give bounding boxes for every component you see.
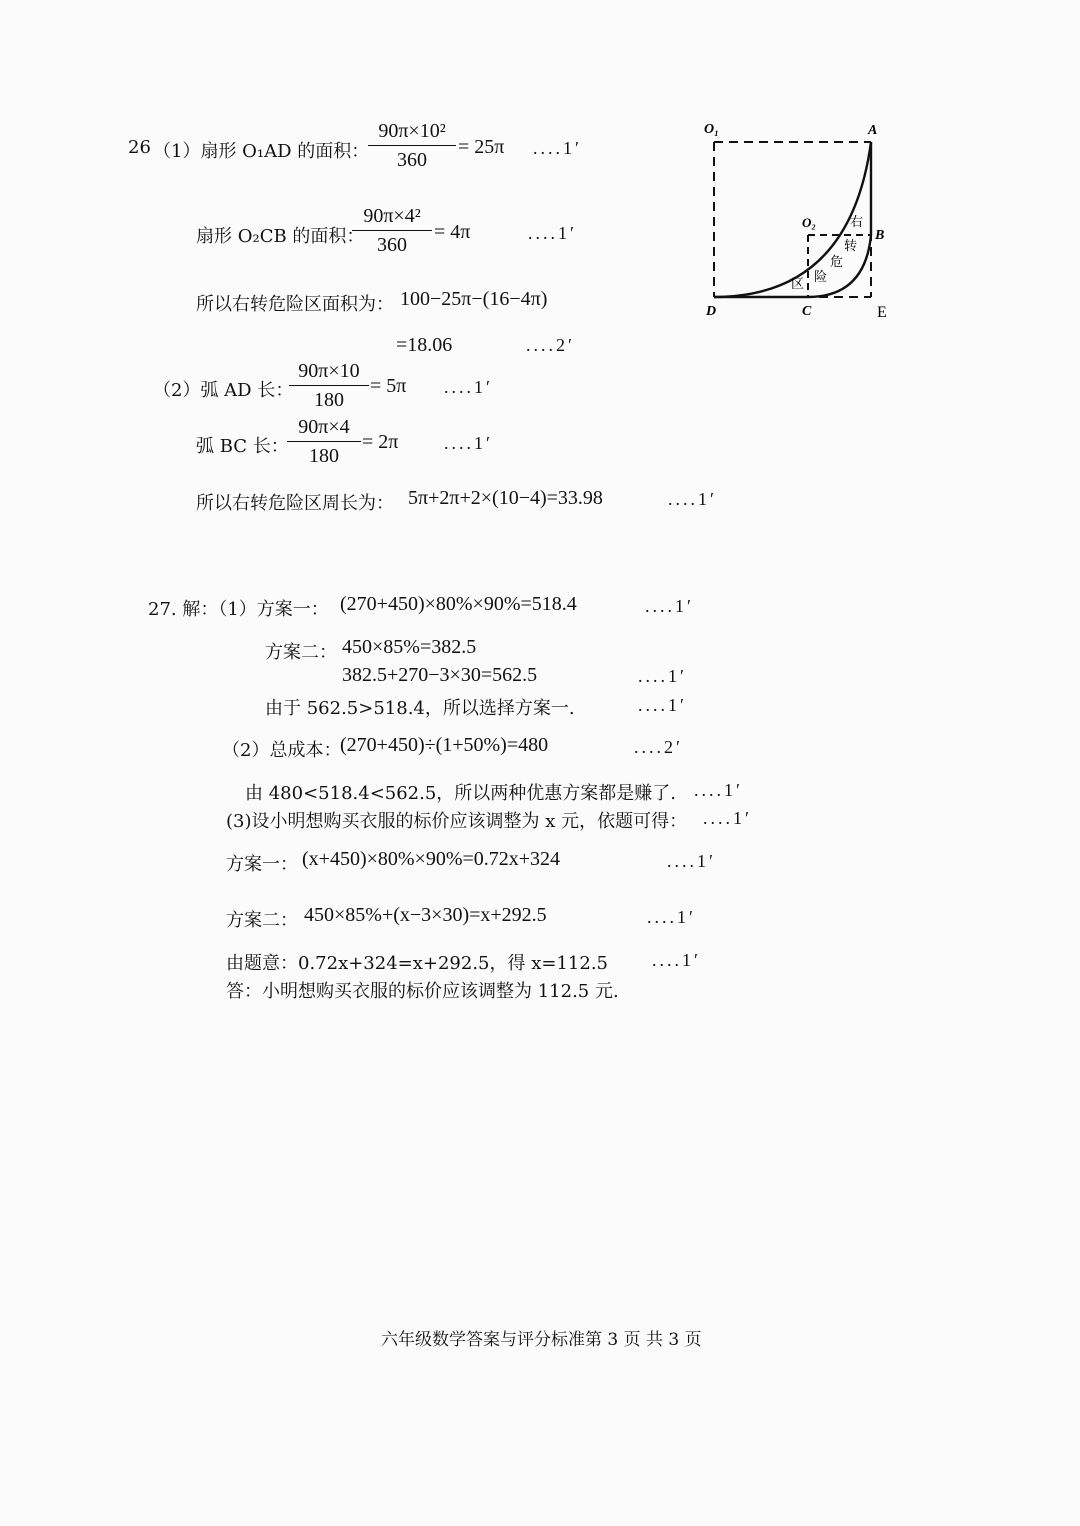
q26-arc-ad-score: ....1′: [444, 377, 493, 397]
q26-part2-result: = 4π: [434, 221, 471, 243]
label-o1: O₁: [704, 122, 719, 137]
region-char-5: 区: [791, 276, 805, 291]
fraction-numerator: 90π×4: [298, 416, 350, 438]
q26-area-expression: 100−25π−(16−4π): [400, 288, 548, 310]
fraction-bar: [287, 441, 361, 442]
q27-solution-score: ....1′: [652, 950, 701, 970]
q27-answer-text: 答：小明想购买衣服的标价应该调整为 112.5 元.: [226, 981, 619, 1002]
q27-eq1-score: ....1′: [667, 851, 716, 871]
arc-ad: [714, 142, 871, 297]
q26-part2-score: ....1′: [528, 223, 577, 243]
label-c: C: [802, 304, 812, 319]
q26-arc-bc-label: 弧 BC 长：: [196, 436, 289, 457]
q27-plan2-total: 382.5+270−3×30=562.5: [342, 664, 538, 686]
q26-part2-label: 扇形 O₂CB 的面积：: [196, 226, 365, 247]
label-b: B: [875, 228, 885, 243]
q27-eq1-label: 方案一：: [226, 854, 298, 875]
fraction-numerator: 90π×10²: [378, 120, 446, 142]
q27-compare-score: ....1′: [638, 695, 687, 715]
q27-plan1-score: ....1′: [645, 596, 694, 616]
danger-zone-diagram: [690, 115, 900, 325]
fraction-numerator: 90π×10: [298, 360, 360, 382]
region-char-1: 右: [850, 214, 864, 229]
fraction-bar: [352, 230, 432, 231]
label-o2: O₂: [802, 215, 816, 230]
q26-part1-label: （1）扇形 O₁AD 的面积：: [153, 141, 370, 162]
q26-perimeter-score: ....1′: [668, 489, 717, 509]
fraction-numerator: 90π×4²: [363, 205, 421, 227]
q27-cost-expression: (270+450)÷(1+50%)=480: [340, 734, 549, 756]
q26-arc-ad-result: = 5π: [370, 375, 407, 397]
q27-eq2-label: 方案二：: [226, 910, 298, 931]
label-e: E: [877, 304, 887, 321]
fraction-bar: [289, 385, 369, 386]
fraction-denominator: 180: [309, 445, 339, 467]
q27-solution-text: 由题意：0.72x+324=x+292.5，得 x=112.5: [226, 953, 608, 974]
fraction-bar: [368, 145, 456, 146]
q27-compare-text: 由于 562.5>518.4，所以选择方案一.: [265, 698, 575, 719]
q27-plan2-score: ....1′: [638, 666, 687, 686]
fraction-denominator: 360: [397, 149, 427, 171]
q27-part3-intro: (3)设小明想购买衣服的标价应该调整为 x 元，依题可得：: [226, 811, 688, 832]
label-d: D: [706, 304, 717, 319]
q27-profit-score: ....1′: [694, 780, 743, 800]
fraction-denominator: 180: [314, 389, 344, 411]
q26-part1-result: = 25π: [458, 136, 505, 158]
q27-plan2-expression: 450×85%=382.5: [342, 636, 477, 658]
q27-eq2-score: ....1′: [647, 907, 696, 927]
q27-plan2-label: 方案二：: [265, 642, 337, 663]
q26-part1-score: ....1′: [533, 138, 582, 158]
q27-plan1-expression: (270+450)×80%×90%=518.4: [340, 593, 577, 615]
q27-eq2-expression: 450×85%+(x−3×30)=x+292.5: [304, 904, 547, 926]
region-char-3: 危: [830, 254, 844, 269]
q26-arc-ad-label: （2）弧 AD 长：: [153, 380, 294, 401]
q27-profit-text: 由 480<518.4<562.5，所以两种优惠方案都是赚了.: [245, 783, 677, 804]
q26-area-label: 所以右转危险区面积为：: [196, 294, 394, 315]
q26-arc-bc-fraction: [287, 414, 361, 469]
q26-arc-ad-fraction: [289, 358, 369, 413]
q26-arc-bc-score: ....1′: [444, 433, 493, 453]
q27-heading: 27. 解：（1）方案一：: [148, 599, 329, 620]
q27-eq1-expression: (x+450)×80%×90%=0.72x+324: [302, 848, 561, 870]
q26-arc-bc-result: = 2π: [362, 431, 399, 453]
q27-part3-intro-score: ....1′: [703, 808, 752, 828]
q26-area-score: ....2′: [526, 335, 575, 355]
q26-part2-fraction: [352, 203, 432, 258]
fraction-denominator: 360: [377, 234, 407, 256]
q26-part1-fraction: [368, 118, 456, 173]
region-char-2: 转: [844, 238, 858, 253]
region-char-4: 险: [814, 269, 828, 284]
q26-area-result: =18.06: [396, 334, 453, 356]
q26-number: 26: [128, 137, 151, 158]
q26-perimeter-label: 所以右转危险区周长为：: [196, 493, 394, 514]
page-footer: 六年级数学答案与评分标准第 3 页 共 3 页: [381, 1330, 702, 1350]
q27-cost-score: ....2′: [634, 737, 683, 757]
q27-cost-label: （2）总成本：: [222, 740, 342, 761]
q26-perimeter-expression: 5π+2π+2×(10−4)=33.98: [408, 487, 603, 509]
label-a: A: [868, 123, 878, 138]
